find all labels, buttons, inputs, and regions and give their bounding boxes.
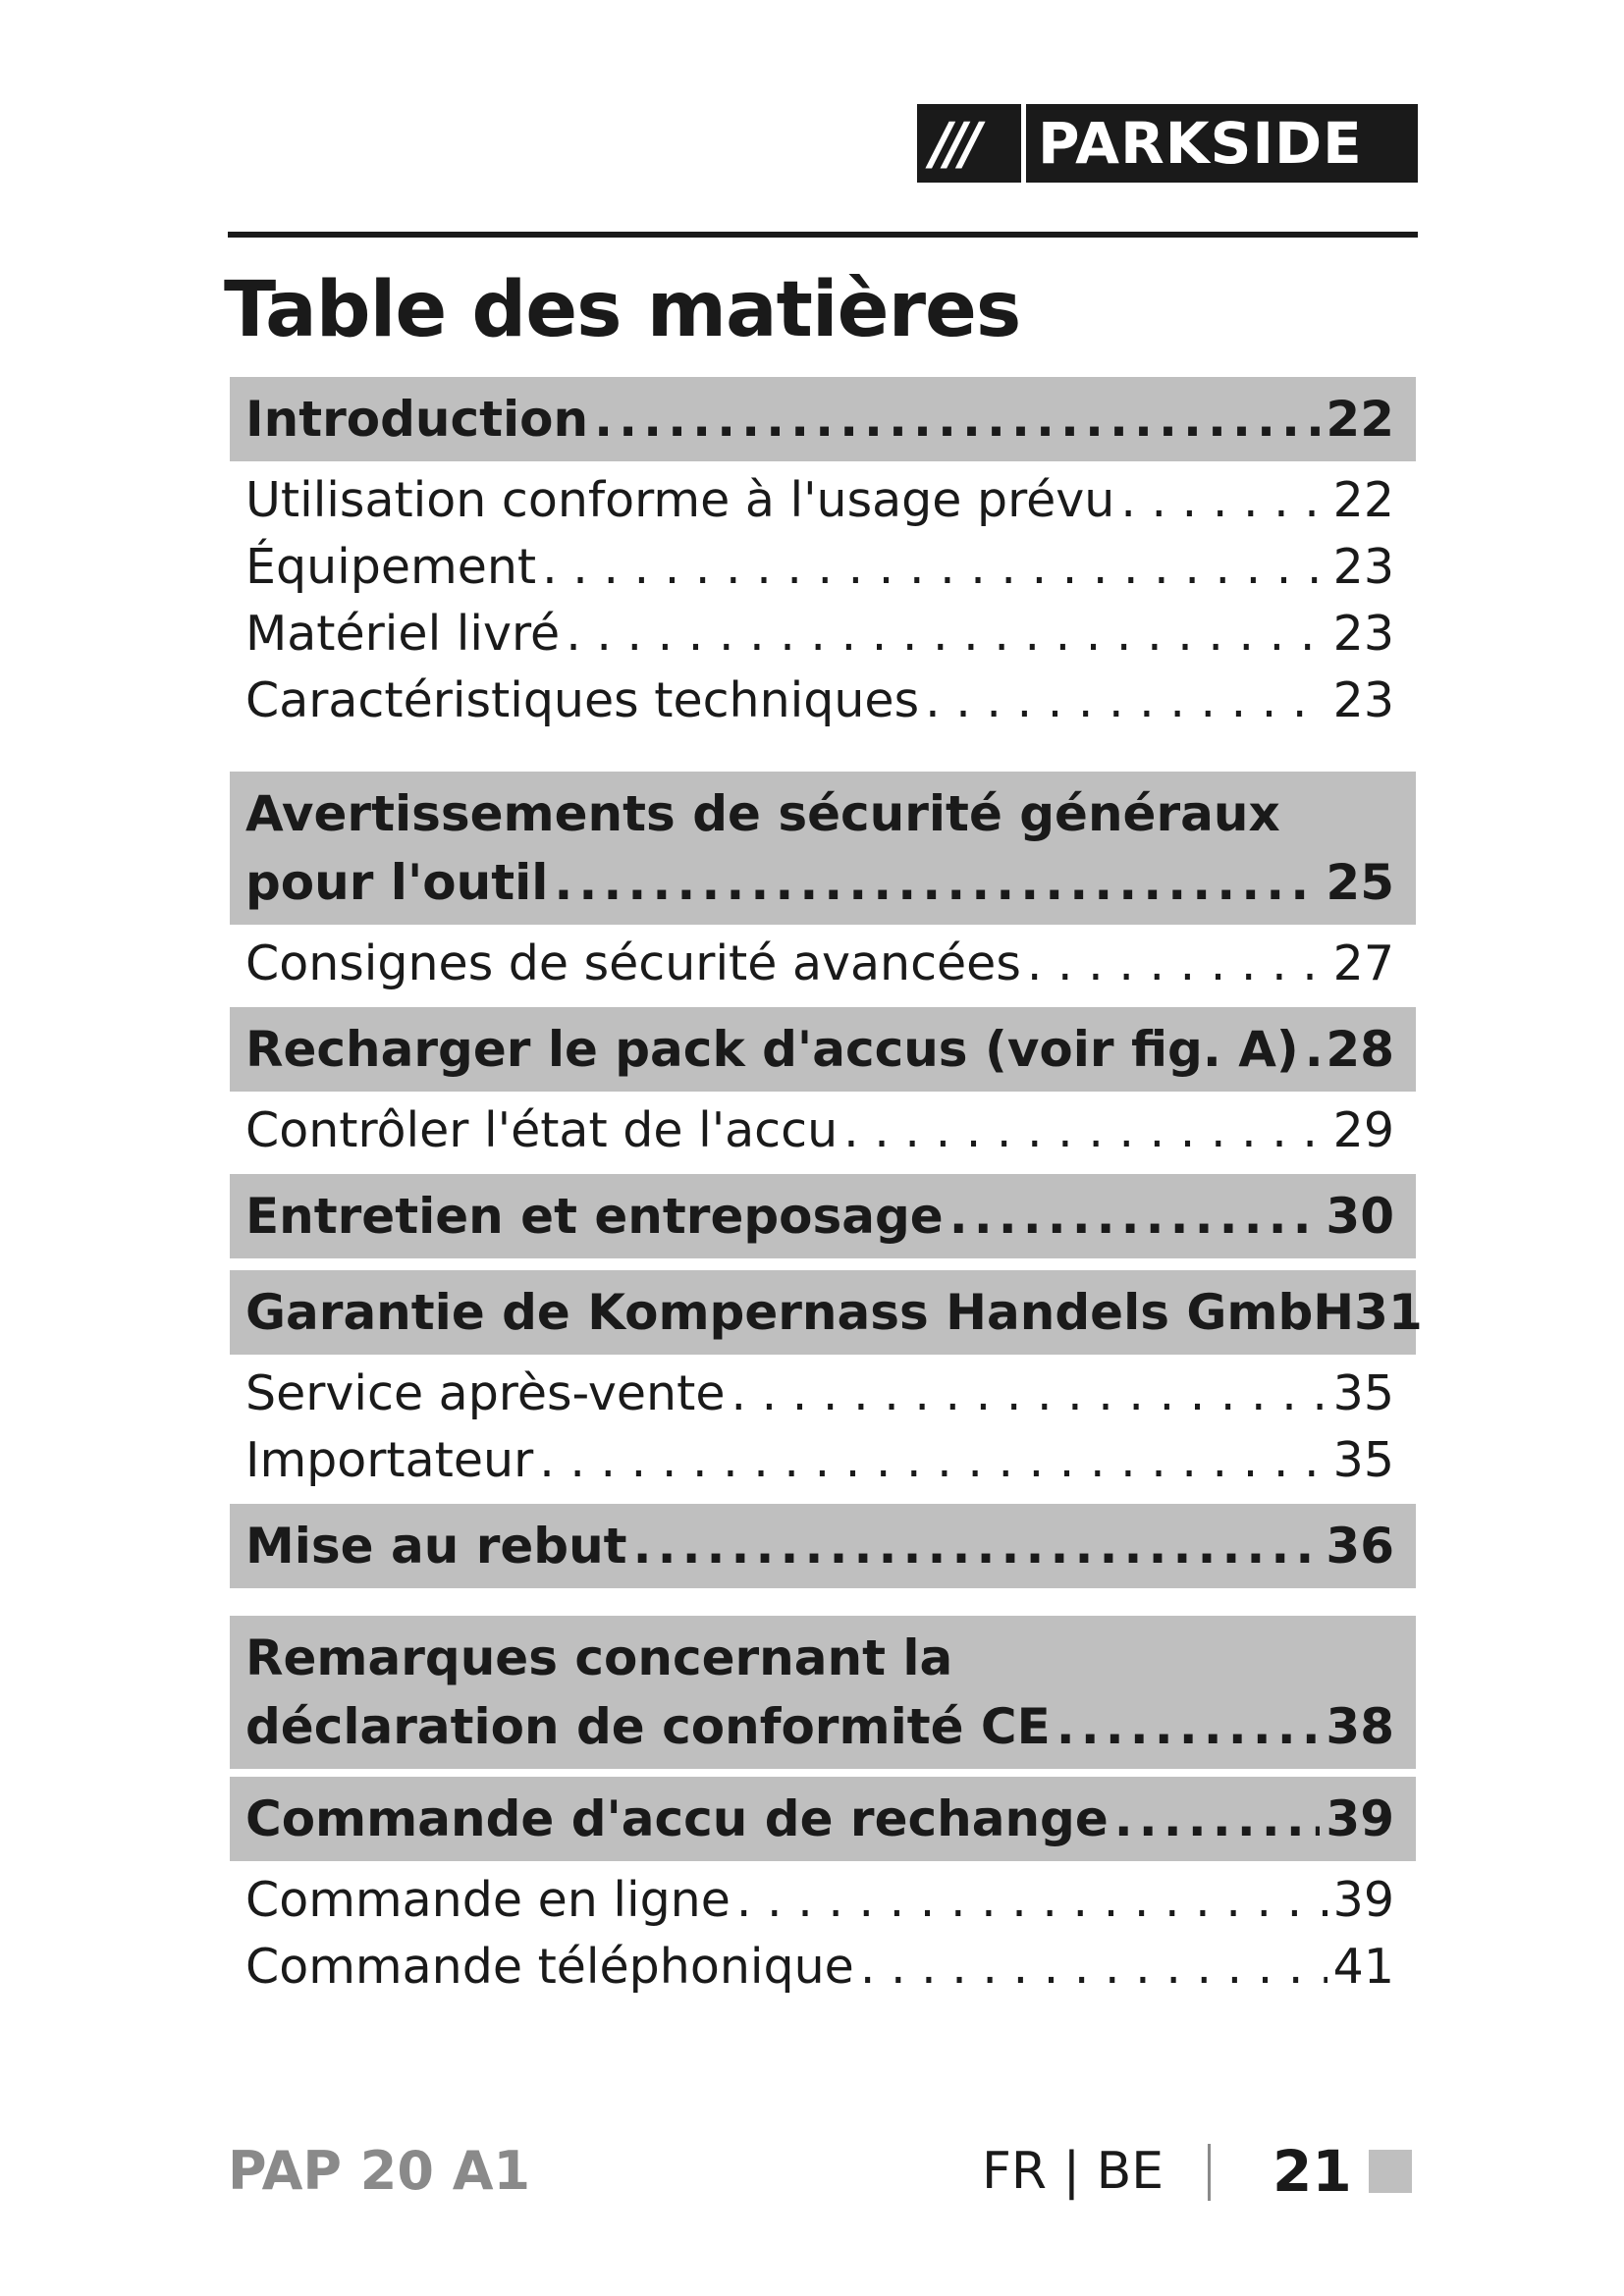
- section-page: 31: [1354, 1284, 1423, 1341]
- header-rule: [228, 232, 1418, 238]
- section-title: Mise au rebut: [245, 1518, 627, 1575]
- page-number: 21: [1272, 2138, 1352, 2205]
- item-title: Matériel livré: [245, 606, 561, 662]
- section-title: pour l'outil: [245, 854, 549, 911]
- dot-leader: [542, 534, 1327, 601]
- footer-divider: [1208, 2144, 1211, 2201]
- section-title: Recharger le pack d'accus (voir fig. A): [245, 1021, 1299, 1078]
- item-title: Commande en ligne: [245, 1872, 731, 1928]
- toc-section-maintenance: [230, 1174, 1416, 1258]
- toc-subsection-list: [230, 1861, 1416, 2010]
- section-title: déclaration de conformité CE: [245, 1698, 1051, 1755]
- page-footer: [228, 2132, 1418, 2211]
- dot-leader: [731, 1361, 1326, 1427]
- toc-item: [245, 1427, 1394, 1494]
- item-title: Équipement: [245, 539, 537, 595]
- dot-leader: [1027, 931, 1327, 997]
- toc-subsection-list: [230, 925, 1416, 1007]
- section-title: Garantie de Kompernass Handels GmbH: [245, 1284, 1355, 1341]
- item-page: 23: [1332, 539, 1394, 595]
- item-page: 23: [1332, 606, 1394, 662]
- toc-item: [245, 1934, 1394, 2001]
- section-title: Introduction: [245, 391, 589, 448]
- item-page: 23: [1332, 672, 1394, 728]
- section-page: 22: [1326, 391, 1394, 448]
- toc-section-charging: [230, 1007, 1416, 1092]
- item-page: 41: [1332, 1939, 1394, 1995]
- toc-subsection-list: [230, 1092, 1416, 1174]
- model-name: PAP 20 A1: [228, 2140, 531, 2202]
- section-title-line1: Remarques concernant la: [245, 1629, 953, 1686]
- section-page: 39: [1326, 1790, 1394, 1847]
- toc-section-replacement-order: [230, 1777, 1416, 1861]
- dot-leader: [925, 667, 1327, 734]
- section-page: 25: [1326, 854, 1394, 911]
- parkside-logo: [917, 104, 1418, 183]
- logo-brand-name: PARKSIDE: [1038, 110, 1363, 177]
- section-page: 36: [1326, 1518, 1394, 1575]
- section-page: 28: [1326, 1021, 1394, 1078]
- section-page: 38: [1326, 1698, 1394, 1755]
- logo-slashes: ///: [931, 110, 976, 177]
- toc-section-safety-warnings: [230, 772, 1416, 925]
- dot-leader: [633, 1512, 1321, 1580]
- item-title: Consignes de sécurité avancées: [245, 935, 1021, 991]
- toc-item: [245, 534, 1394, 601]
- item-page: 35: [1332, 1365, 1394, 1421]
- footer-square-marker: [1369, 2150, 1412, 2193]
- item-page: 39: [1332, 1872, 1394, 1928]
- toc-section-conformity: [230, 1616, 1416, 1769]
- dot-leader: [554, 848, 1320, 917]
- section-title: Entretien et entreposage: [245, 1188, 944, 1245]
- dot-leader: [860, 1934, 1327, 2001]
- section-page: 30: [1326, 1188, 1394, 1245]
- toc-item: [245, 1097, 1394, 1164]
- item-title: Utilisation conforme à l'usage prévu: [245, 472, 1115, 528]
- item-page: 35: [1332, 1432, 1394, 1488]
- item-page: 29: [1332, 1102, 1394, 1158]
- toc-section-disposal: [230, 1504, 1416, 1588]
- dot-leader: [843, 1097, 1327, 1164]
- toc-item: [245, 1361, 1394, 1427]
- dot-leader: [1114, 1785, 1321, 1853]
- table-of-contents: [230, 377, 1423, 2010]
- toc-item: [245, 601, 1394, 667]
- logo-separator: [1021, 104, 1026, 183]
- language-code: FR | BE: [982, 2142, 1164, 2201]
- dot-leader: [949, 1182, 1321, 1251]
- section-title: Commande d'accu de rechange: [245, 1790, 1109, 1847]
- toc-subsection-list: [230, 461, 1416, 744]
- toc-subsection-list: [230, 1355, 1416, 1504]
- page-title: Table des matières: [224, 266, 1021, 354]
- dot-leader: [539, 1427, 1326, 1494]
- dot-leader: [566, 601, 1326, 667]
- dot-leader: [594, 385, 1320, 454]
- item-title: Service après-vente: [245, 1365, 726, 1421]
- item-title: Caractéristiques techniques: [245, 672, 920, 728]
- item-page: 27: [1332, 935, 1394, 991]
- dot-leader: [1120, 467, 1326, 534]
- item-page: 22: [1332, 472, 1394, 528]
- toc-section-introduction: [230, 377, 1416, 461]
- toc-item: [245, 1867, 1394, 1934]
- dot-leader: [1056, 1692, 1321, 1761]
- item-title: Commande téléphonique: [245, 1939, 854, 1995]
- section-title-line1: Avertissements de sécurité généraux: [245, 785, 1280, 842]
- dot-leader: [736, 1867, 1327, 1934]
- toc-item: [245, 931, 1394, 997]
- dot-leader: [1305, 1015, 1321, 1084]
- item-title: Importateur: [245, 1432, 534, 1488]
- toc-section-warranty: [230, 1270, 1423, 1355]
- item-title: Contrôler l'état de l'accu: [245, 1102, 839, 1158]
- toc-item: [245, 667, 1394, 734]
- toc-item: [245, 467, 1394, 534]
